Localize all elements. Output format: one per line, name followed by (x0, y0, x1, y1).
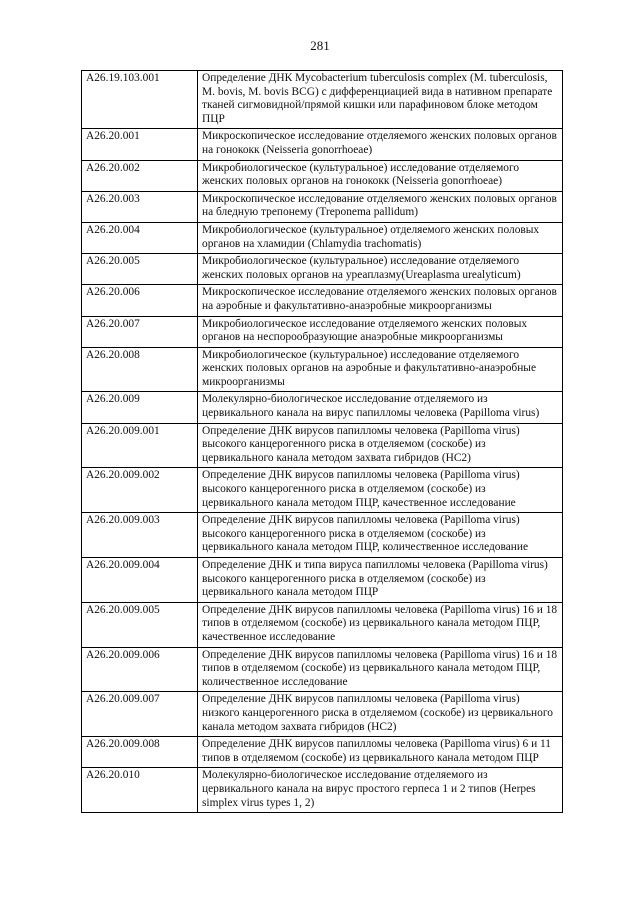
table-row (82, 254, 563, 285)
service-code-cell: A26.20.003 (82, 191, 198, 222)
page-number: 281 (310, 38, 330, 53)
table-row (82, 647, 563, 692)
service-code-cell: A26.20.009.008 (82, 737, 198, 768)
table-row (82, 222, 563, 253)
service-description-cell: Микроскопическое исследование отделяемого женских половых органов на бледную трепонему (Treponema pallidum) (198, 191, 563, 222)
service-code-cell: A26.20.009.001 (82, 423, 198, 468)
service-description-cell: Определение ДНК Mycobacterium tuberculosis complex (M. tuberculosis, M. bovis, M. bovis BCG) с дифференциацией вида в нативном препарате тканей сигмовидной/прямой кишки или парафиновом блоке методом ПЦР (198, 71, 563, 129)
table-row (82, 737, 563, 768)
table-row (82, 191, 563, 222)
table-row (82, 392, 563, 423)
table-row (82, 558, 563, 603)
service-description-cell: Определение ДНК вирусов папилломы человека (Papilloma virus) 6 и 11 типов в отделяемом (соскобе) из цервикального канала методом ПЦР (198, 737, 563, 768)
service-code-cell: A26.20.001 (82, 129, 198, 160)
service-description-cell: Определение ДНК вирусов папилломы человека (Papilloma virus) высокого канцерогенного риска в отделяемом (соскобе) из цервикального канала методом захвата гибридов (HC2) (198, 423, 563, 468)
table-row (82, 468, 563, 513)
service-description-cell: Определение ДНК вирусов папилломы человека (Papilloma virus) 16 и 18 типов в отделяемом (соскобе) из цервикального канала методом ПЦР, количественное исследование (198, 647, 563, 692)
table-row (82, 129, 563, 160)
table-row (82, 423, 563, 468)
service-code-cell: A26.20.009.004 (82, 558, 198, 603)
table-row (82, 602, 563, 647)
table-row (82, 316, 563, 347)
service-code-cell: A26.20.009 (82, 392, 198, 423)
service-code-cell: A26.20.009.006 (82, 647, 198, 692)
service-code-cell: A26.20.010 (82, 768, 198, 813)
service-description-cell: Микробиологическое исследование отделяемого женских половых органов на неспорообразующие анаэробные микроорганизмы (198, 316, 563, 347)
service-codes-table (81, 70, 563, 813)
service-description-cell: Определение ДНК вирусов папилломы человека (Papilloma virus) высокого канцерогенного риска в отделяемом (соскобе) из цервикального канала методом ПЦР, количественное исследование (198, 513, 563, 558)
service-code-cell: A26.20.004 (82, 222, 198, 253)
table-row (82, 768, 563, 813)
service-code-cell: A26.20.002 (82, 160, 198, 191)
service-description-cell: Микроскопическое исследование отделяемого женских половых органов на гонококк (Neisseria gonorrhoeae) (198, 129, 563, 160)
service-description-cell: Микробиологическое (культуральное) исследование отделяемого женских половых органов на уреаплазму(Ureaplasma urealyticum) (198, 254, 563, 285)
service-description-cell: Микробиологическое (культуральное) исследование отделяемого женских половых органов на гонококк (Neisseria gonorrhoeae) (198, 160, 563, 191)
service-code-cell: A26.20.007 (82, 316, 198, 347)
table-body (82, 71, 563, 813)
service-description-cell: Определение ДНК вирусов папилломы человека (Papilloma virus) 16 и 18 типов в отделяемом (соскобе) из цервикального канала методом ПЦР, качественное исследование (198, 602, 563, 647)
service-description-cell: Молекулярно-биологическое исследование отделяемого из цервикального канала на вирус простого герпеса 1 и 2 типов (Herpes simplex virus types 1, 2) (198, 768, 563, 813)
service-code-cell: A26.20.006 (82, 285, 198, 316)
service-code-cell: A26.20.009.003 (82, 513, 198, 558)
service-description-cell: Микробиологическое (культуральное) исследование отделяемого женских половых органов на аэробные и факультативно-анаэробные микроорганизмы (198, 347, 563, 392)
service-code-cell: A26.20.009.007 (82, 692, 198, 737)
service-code-cell: A26.20.009.005 (82, 602, 198, 647)
table-row (82, 285, 563, 316)
table-row (82, 347, 563, 392)
service-description-cell: Определение ДНК и типа вируса папилломы человека (Papilloma virus) высокого канцерогенного риска в отделяемом (соскобе) из цервикального канала методом ПЦР (198, 558, 563, 603)
service-code-cell: A26.19.103.001 (82, 71, 198, 129)
service-code-cell: A26.20.008 (82, 347, 198, 392)
service-description-cell: Микроскопическое исследование отделяемого женских половых органов на аэробные и факультативно-анаэробные микроорганизмы (198, 285, 563, 316)
table-row (82, 71, 563, 129)
service-code-cell: A26.20.005 (82, 254, 198, 285)
table-row (82, 160, 563, 191)
service-description-cell: Молекулярно-биологическое исследование отделяемого из цервикального канала на вирус папилломы человека (Papilloma virus) (198, 392, 563, 423)
service-description-cell: Микробиологическое (культуральное) отделяемого женских половых органов на хламидии (Chlamydia trachomatis) (198, 222, 563, 253)
service-description-cell: Определение ДНК вирусов папилломы человека (Papilloma virus) высокого канцерогенного риска в отделяемом (соскобе) из цервикального канала методом ПЦР, качественное исследование (198, 468, 563, 513)
table-row (82, 692, 563, 737)
table-row (82, 513, 563, 558)
service-description-cell: Определение ДНК вирусов папилломы человека (Papilloma virus) низкого канцерогенного риска в отделяемом (соскобе) из цервикального канала методом захвата гибридов (HC2) (198, 692, 563, 737)
service-code-cell: A26.20.009.002 (82, 468, 198, 513)
